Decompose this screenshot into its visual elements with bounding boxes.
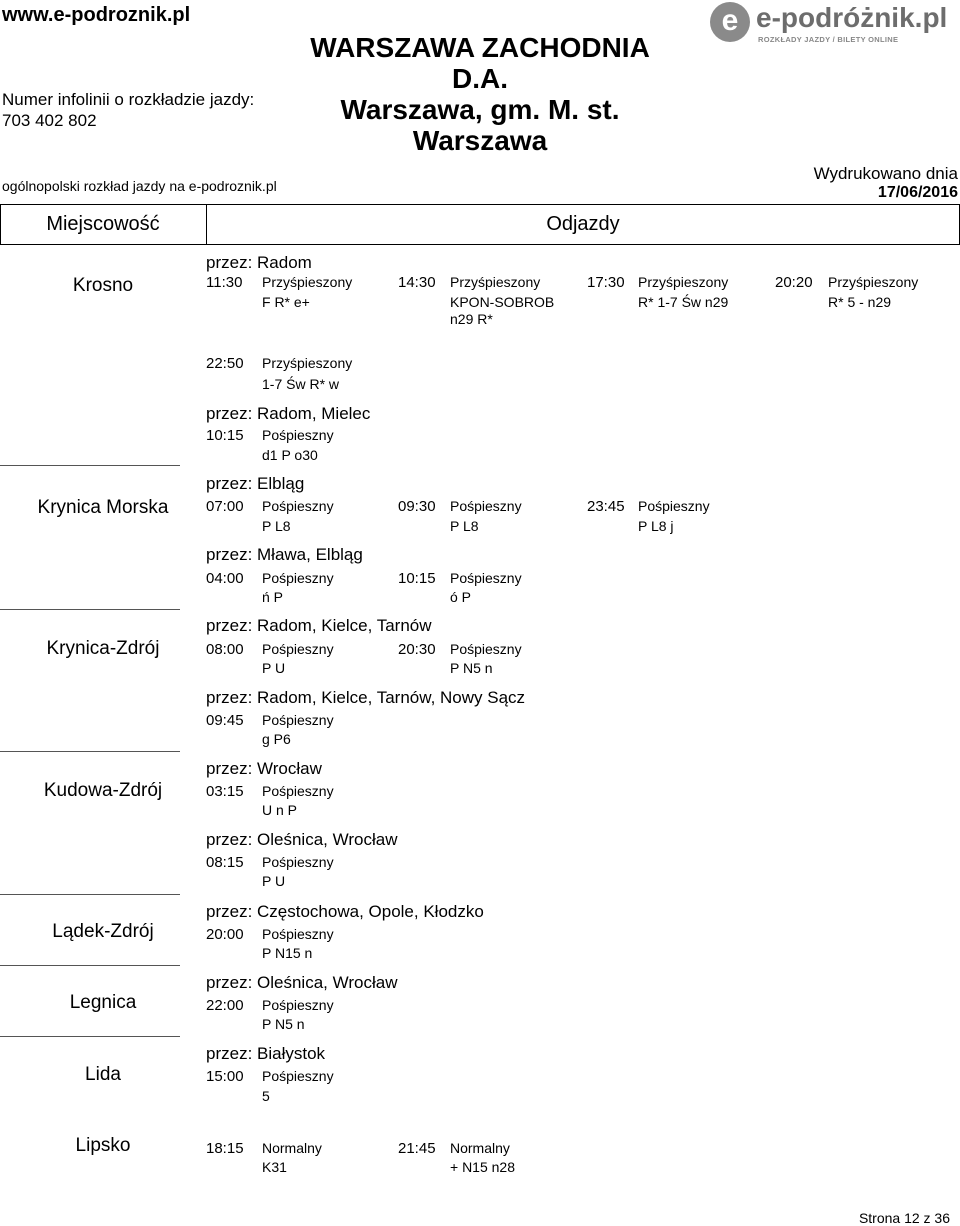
via-lida-1: przez: Białystok: [206, 1044, 326, 1063]
dep-type: Pośpieszny: [638, 498, 710, 514]
dep-note: g P6: [262, 731, 291, 747]
dep-time: 08:00: [206, 641, 244, 658]
site-url[interactable]: www.e-podroznik.pl: [2, 4, 191, 26]
dep-type: Przyśpieszony: [262, 274, 353, 290]
dep-note: K31: [262, 1159, 287, 1175]
dep-time: 20:20: [775, 274, 813, 291]
dep-type: Pośpieszny: [262, 926, 334, 942]
logo-e-icon: e: [710, 2, 750, 42]
row-separator: [0, 609, 180, 610]
dep-note: P L8: [450, 518, 479, 534]
dep-time: 23:45: [587, 498, 625, 515]
logo-text: e-podróżnik.pl: [756, 2, 948, 33]
dep-note: P U: [262, 660, 286, 676]
dep-time: 09:30: [398, 498, 436, 515]
station-line-3: Warszawa, gm. M. st.: [340, 94, 620, 125]
station-line-2: D.A.: [452, 63, 508, 94]
dep-type: Pośpieszny: [262, 498, 334, 514]
dep-type: Pośpieszny: [450, 498, 522, 514]
dep-time: 17:30: [587, 274, 625, 291]
via-krynica-zdroj-2: przez: Radom, Kielce, Tarnów, Nowy Sącz: [206, 688, 526, 707]
dep-time: 11:30: [206, 274, 243, 291]
station-title: [300, 32, 660, 156]
row-separator: [0, 465, 180, 466]
via-kudowa-1: przez: Wrocław: [206, 759, 322, 778]
city-lipsko: Lipsko: [75, 1135, 131, 1156]
infoline-label: Numer infolinii o rozkładzie jazdy:: [2, 90, 255, 109]
via-krynica-morska-2: przez: Mława, Elbląg: [206, 545, 363, 564]
dep-time: 18:15: [206, 1140, 244, 1157]
logo: [708, 0, 958, 52]
printed-date: 17/06/2016: [877, 184, 958, 201]
dep-type: Pośpieszny: [262, 712, 334, 728]
dep-note: ó P: [450, 589, 472, 605]
station-line-4: Warszawa: [412, 125, 548, 156]
subtitle: ogólnopolski rozkład jazdy na e-podroznik.pl: [2, 178, 277, 194]
infoline-number: 703 402 802: [2, 111, 97, 130]
dep-note: U n P: [262, 802, 298, 818]
city-legnica: Legnica: [69, 992, 137, 1013]
via-krosno-2: przez: Radom, Mielec: [206, 404, 371, 423]
logo-tagline: ROZKŁADY JAZDY / BILETY ONLINE: [758, 35, 899, 44]
dep-note: R* 5 - n29: [828, 294, 892, 310]
dep-note: KPON-SOBROB: [450, 294, 555, 310]
dep-time: 09:45: [206, 712, 244, 729]
dep-type: Normalny: [450, 1140, 510, 1156]
via-ladek-1: przez: Częstochowa, Opole, Kłodzko: [206, 902, 484, 921]
dep-type: Pośpieszny: [262, 997, 334, 1013]
dep-type: Przyśpieszony: [828, 274, 919, 290]
city-kudowa-zdroj: Kudowa-Zdrój: [43, 780, 163, 801]
dep-note: P L8: [262, 518, 291, 534]
col-head-city: Miejscowość: [46, 213, 160, 235]
dep-type: Pośpieszny: [262, 641, 334, 657]
via-legnica-1: przez: Oleśnica, Wrocław: [206, 973, 398, 992]
dep-note: P N5 n: [262, 1016, 305, 1032]
page-number: Strona 12 z 36: [858, 1210, 950, 1226]
city-ladek-zdroj: Lądek-Zdrój: [52, 921, 154, 942]
city-krynica-zdroj: Krynica-Zdrój: [46, 638, 160, 659]
dep-time: 20:30: [398, 641, 436, 658]
dep-time: 07:00: [206, 498, 244, 515]
dep-note: R* 1-7 Św n29: [638, 294, 729, 310]
via-krynica-morska-1: przez: Elbląg: [206, 474, 305, 493]
city-krosno: Krosno: [72, 275, 134, 296]
station-line-1: WARSZAWA ZACHODNIA: [310, 32, 650, 63]
header-bottom-rule: [0, 244, 960, 245]
printed-label: Wydrukowano dnia: [813, 164, 958, 183]
row-separator: [0, 1036, 180, 1037]
city-lida: Lida: [85, 1064, 121, 1085]
dep-time: 20:00: [206, 926, 244, 943]
dep-type: Pośpieszny: [262, 783, 334, 799]
dep-note: 1-7 Św R* w: [262, 376, 340, 392]
via-krynica-zdroj-1: przez: Radom, Kielce, Tarnów: [206, 616, 432, 635]
dep-time: 03:15: [206, 783, 244, 800]
via-kudowa-2: przez: Oleśnica, Wrocław: [206, 830, 398, 849]
dep-note: 5: [262, 1088, 270, 1104]
header-top-rule: [0, 204, 960, 205]
dep-time: 14:30: [398, 274, 436, 291]
dep-note: d1 P o30: [262, 447, 318, 463]
dep-note: + N15 n28: [450, 1159, 515, 1175]
dep-time: 22:00: [206, 997, 244, 1014]
dep-time: 10:15: [398, 570, 436, 587]
dep-type: Pośpieszny: [450, 641, 522, 657]
dep-time: 04:00: [206, 570, 244, 587]
dep-time: 15:00: [206, 1068, 244, 1085]
dep-note: P N15 n: [262, 945, 313, 961]
via-krosno-1: przez: Radom: [206, 253, 312, 272]
row-separator: [0, 751, 180, 752]
dep-time: 21:45: [398, 1140, 436, 1157]
dep-note: n29 R*: [450, 311, 493, 327]
dep-type: Pośpieszny: [262, 427, 334, 443]
dep-type: Przyśpieszony: [450, 274, 541, 290]
dep-type: Pośpieszny: [262, 854, 334, 870]
dep-note: P L8 j: [638, 518, 674, 534]
col-head-departures: Odjazdy: [546, 213, 620, 235]
dep-note: P U: [262, 873, 286, 889]
dep-type: Pośpieszny: [450, 570, 522, 586]
dep-type: Pośpieszny: [262, 1068, 334, 1084]
city-krynica-morska: Krynica Morska: [37, 497, 169, 518]
row-separator: [0, 894, 180, 895]
dep-note: ń P: [262, 589, 284, 605]
dep-type: Normalny: [262, 1140, 322, 1156]
dep-time: 22:50: [206, 355, 244, 372]
dep-type: Przyśpieszony: [638, 274, 729, 290]
dep-time: 10:15: [206, 427, 244, 444]
dep-type: Przyśpieszony: [262, 355, 353, 371]
dep-note: P N5 n: [450, 660, 493, 676]
dep-note: F R* e+: [262, 294, 310, 310]
row-separator: [0, 965, 180, 966]
dep-type: Pośpieszny: [262, 570, 334, 586]
dep-time: 08:15: [206, 854, 244, 871]
